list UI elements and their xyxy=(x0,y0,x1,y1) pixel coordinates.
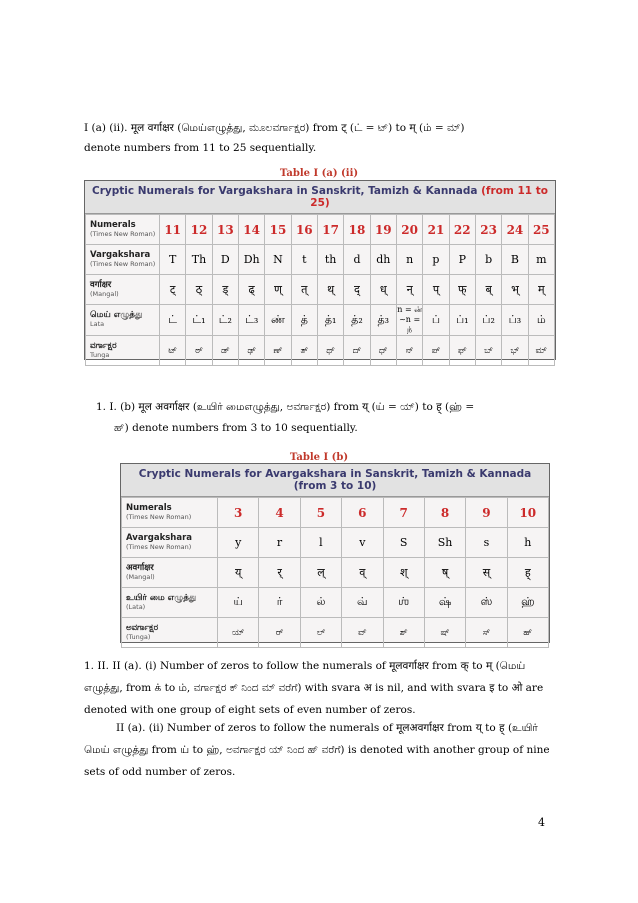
table-cell: 25 xyxy=(528,215,554,245)
table-cell: த் xyxy=(291,305,317,336)
table-cell: ढ् xyxy=(238,275,264,305)
table-cell: ம் xyxy=(528,305,554,336)
table-cell: 22 xyxy=(449,215,475,245)
table-cell: स् xyxy=(466,558,507,588)
table-cell: th xyxy=(317,245,343,275)
table1-row xyxy=(86,215,555,245)
table-cell: ब् xyxy=(475,275,501,305)
table-cell: Sh xyxy=(424,528,465,558)
table-cell: b xyxy=(475,245,501,275)
table-cell: ल् xyxy=(300,558,341,588)
table-cell: d xyxy=(344,245,370,275)
table-cell: ட் xyxy=(160,305,186,336)
table-cell: ಲ್ xyxy=(300,618,341,648)
table-cell: ப்₂ xyxy=(475,305,501,336)
table-cell: 19 xyxy=(370,215,396,245)
row-label-font: (Tunga) xyxy=(126,632,151,641)
table-cell: t xyxy=(291,245,317,275)
table-cell: r xyxy=(259,528,300,558)
table-cell: ह् xyxy=(507,558,548,588)
table-cell: ட்₂ xyxy=(212,305,238,336)
row-label-text: ವರ್ಗಾಕ್ಷರ xyxy=(90,340,117,351)
table-cell: B xyxy=(502,245,528,275)
table-cell: y xyxy=(218,528,259,558)
para1-line1-text: मूल वर्गाक्षर (மெய்எழுத்து, ಮೂಲವರ್ಗಾಕ್ಷರ) from ट् (ட் = ಟ್) to म् (ம் = ಮ್) xyxy=(130,122,465,134)
table-cell: ಡ್ xyxy=(212,336,238,366)
row-label-text: अवर्गाक्षर xyxy=(126,562,154,573)
table-cell: D xyxy=(212,245,238,275)
row-label-text: Numerals xyxy=(90,219,136,230)
table1-caption: Table I (a) (ii) xyxy=(279,168,359,179)
table-cell: ப்₃ xyxy=(502,305,528,336)
table-cell: ध् xyxy=(370,275,396,305)
table-cell: l xyxy=(300,528,341,558)
table2-row xyxy=(122,558,549,588)
table-vargakshara xyxy=(84,180,556,360)
table-cell: ಢ್ xyxy=(238,336,264,366)
table1-row xyxy=(86,305,555,336)
table-cell: ப் xyxy=(423,305,449,336)
section-zeros-vargakshara: 1. II. II (a). (i) Number of zeros to follow the numerals of मूलवर्गाक्षर from क् to म् (மெய் எழுத்து, from க் to ம், ವರ್ಗಾಕ್ಷರ ಕ್ ನಿಂದ ಮ್ ವರೆಗೆ) with svara अ is nil, and with svara इ to ओ are denoted with one group of eight sets of even number of zeros. xyxy=(84,660,544,716)
table-cell: h xyxy=(507,528,548,558)
table-cell: த்₃ xyxy=(370,305,396,336)
para1-line2: denote numbers from 11 to 25 sequentially. xyxy=(84,142,317,154)
table-cell: ப்₁ xyxy=(449,305,475,336)
table-cell: ड् xyxy=(212,275,238,305)
table-cell: 18 xyxy=(344,215,370,245)
row-label-text: உயிர் மை எழுத்து xyxy=(126,592,197,603)
row-label xyxy=(122,528,218,558)
row-label xyxy=(122,558,218,588)
row-label xyxy=(122,618,218,648)
table-cell: ವ್ xyxy=(342,618,383,648)
table-cell: N xyxy=(265,245,291,275)
row-label-text: वर्गाक्षर xyxy=(90,279,112,290)
table-cell: 15 xyxy=(265,215,291,245)
para2-line2: ಹ್) denote numbers from 3 to 10 sequentially. xyxy=(114,422,358,434)
table-cell: 7 xyxy=(383,498,424,528)
row-label-font: Lata xyxy=(90,320,105,328)
table-cell: m xyxy=(528,245,554,275)
table-cell: 23 xyxy=(475,215,501,245)
table-cell: ಸ್ xyxy=(466,618,507,648)
table-cell: 11 xyxy=(160,215,186,245)
table-cell: ಫ್ xyxy=(449,336,475,366)
table-cell: dh xyxy=(370,245,396,275)
table-cell: வ் xyxy=(342,588,383,618)
section-zeros-avargakshara: II (a). (ii) Number of zeros to follow the numerals of मूलअवर्गाक्षर from य् to ह् (உயிர் மெய் எழுத்து from ய் to ஹ், ಅವರ್ಗಾಕ್ಷರ ಯ್ ನಿಂದ ಹ್ ವರೆಗೆ) is denoted with another group of nine sets of odd number of zeros. xyxy=(84,722,550,778)
table-cell: S xyxy=(383,528,424,558)
paragraph-avargakshara xyxy=(96,397,548,439)
row-label-font: (Lata) xyxy=(126,602,146,611)
table-cell: ஷ் xyxy=(424,588,465,618)
row-label xyxy=(86,245,160,275)
row-label-font: (Mangal) xyxy=(90,289,119,298)
row-label-text: Avargakshara xyxy=(126,532,192,543)
table-cell: 13 xyxy=(212,215,238,245)
table-cell: ண் xyxy=(265,305,291,336)
table-cell: 14 xyxy=(238,215,264,245)
table-cell: ठ् xyxy=(186,275,212,305)
paragraph-vargakshara xyxy=(84,118,554,158)
table-cell: ಪ್ xyxy=(423,336,449,366)
table2-row xyxy=(122,588,549,618)
table-cell: द् xyxy=(344,275,370,305)
table-cell: ர் xyxy=(259,588,300,618)
para1-line1 xyxy=(84,118,554,138)
table-cell: 16 xyxy=(291,215,317,245)
table-cell: ட்₃ xyxy=(238,305,264,336)
row-label-font: Tunga xyxy=(90,350,110,359)
table-avargakshara xyxy=(120,463,550,643)
table-cell: 9 xyxy=(466,498,507,528)
row-label-font: (Times New Roman) xyxy=(126,542,192,551)
row-label xyxy=(86,336,160,366)
table2-row xyxy=(122,618,549,648)
row-label xyxy=(122,498,218,528)
table-cell: म् xyxy=(528,275,554,305)
table-cell: ಥ್ xyxy=(317,336,343,366)
table-cell: Th xyxy=(186,245,212,275)
row-label-text: ಅವರ್ಗಾಕ್ಷರ xyxy=(126,622,159,633)
row-label-font: (Times New Roman) xyxy=(90,259,156,268)
table-cell: ರ್ xyxy=(259,618,300,648)
table-cell: ಷ್ xyxy=(424,618,465,648)
table-cell: Dh xyxy=(238,245,264,275)
table-cell: ष् xyxy=(424,558,465,588)
row-label xyxy=(122,588,218,618)
table-cell: न् xyxy=(396,275,422,305)
table2-title-range: (from 3 to 10) xyxy=(293,480,377,492)
table1-row xyxy=(86,245,555,275)
table-cell: 20 xyxy=(396,215,422,245)
table-cell: T xyxy=(160,245,186,275)
table-cell: s xyxy=(466,528,507,558)
table-cell: ಶ್ xyxy=(383,618,424,648)
table-cell: ய் xyxy=(218,588,259,618)
table-cell: 4 xyxy=(259,498,300,528)
table1-title-text: Cryptic Numerals for Vargakshara in Sanskrit, Tamizh & Kannada xyxy=(92,185,478,197)
table-cell: 21 xyxy=(423,215,449,245)
table-cell: प् xyxy=(423,275,449,305)
row-label-text: மெய் எழுத்து xyxy=(90,310,143,320)
table1-grid xyxy=(85,214,555,366)
table-cell: த்₁ xyxy=(317,305,343,336)
table-cell: ல் xyxy=(300,588,341,618)
table-cell: v xyxy=(342,528,383,558)
table-cell: 6 xyxy=(342,498,383,528)
table-cell: p xyxy=(423,245,449,275)
table-cell: த்₂ xyxy=(344,305,370,336)
table2-title-text: Cryptic Numerals for Avargakshara in Sanskrit, Tamizh & Kannada xyxy=(138,468,532,480)
table-cell: थ् xyxy=(317,275,343,305)
row-label xyxy=(86,215,160,245)
row-label-text: Vargakshara xyxy=(90,249,151,260)
table-cell: फ् xyxy=(449,275,475,305)
table-cell: ತ್ xyxy=(291,336,317,366)
row-label xyxy=(86,275,160,305)
table-cell: श् xyxy=(383,558,424,588)
row-label-font: (Times New Roman) xyxy=(90,229,156,238)
row-label-font: (Mangal) xyxy=(126,572,155,581)
table-cell: ஸ் xyxy=(466,588,507,618)
table-cell: ஹ் xyxy=(507,588,548,618)
table-cell: ಠ್ xyxy=(186,336,212,366)
table-cell: ஶ் xyxy=(383,588,424,618)
table-cell: 24 xyxy=(502,215,528,245)
table-cell: ಣ್ xyxy=(265,336,291,366)
table2-row xyxy=(122,528,549,558)
row-label-font: (Times New Roman) xyxy=(126,512,192,521)
para1-label: I (a) (ii). xyxy=(84,122,128,134)
table-cell: र् xyxy=(259,558,300,588)
table-cell: ट् xyxy=(160,275,186,305)
table-cell: ಟ್ xyxy=(160,336,186,366)
table-cell: 3 xyxy=(218,498,259,528)
table-cell: ण् xyxy=(265,275,291,305)
table-cell: 17 xyxy=(317,215,343,245)
table1-title-range: (from 11 to 25) xyxy=(310,185,548,209)
table-cell: ಹ್ xyxy=(507,618,548,648)
table-cell: ಯ್ xyxy=(218,618,259,648)
table1-row xyxy=(86,336,555,366)
table-cell: 12 xyxy=(186,215,212,245)
table1-row xyxy=(86,275,555,305)
table-cell: व् xyxy=(342,558,383,588)
table-cell: भ् xyxy=(502,275,528,305)
table2-title xyxy=(121,464,549,497)
table-cell: P xyxy=(449,245,475,275)
table-cell: 10 xyxy=(507,498,548,528)
table-cell: य् xyxy=(218,558,259,588)
table-cell: ಮ್ xyxy=(528,336,554,366)
table-cell: n xyxy=(396,245,422,275)
table-cell: n = ன் ~n = ந் xyxy=(397,305,422,334)
row-label xyxy=(86,305,160,336)
page-number: 4 xyxy=(538,816,545,829)
table-cell: त् xyxy=(291,275,317,305)
table-cell: ದ್ xyxy=(344,336,370,366)
table-cell: ಬ್ xyxy=(475,336,501,366)
table-cell: 8 xyxy=(424,498,465,528)
table2-caption: Table I (b) xyxy=(289,452,349,463)
row-label-text: Numerals xyxy=(126,502,172,513)
table-cell: ಧ್ xyxy=(370,336,396,366)
table2-grid xyxy=(121,497,549,648)
table1-title xyxy=(85,181,555,214)
table2-row xyxy=(122,498,549,528)
table-cell: ನ್ xyxy=(396,336,422,366)
table-cell: ಭ್ xyxy=(502,336,528,366)
para2-line1: 1. I. (b) मूल अवर्गाक्षर (உயிர் மைஎழுத்து, ಅವರ್ಗಾಕ್ಷರ) from य् (ய் = ಯ್) to ह् (ஹ் = xyxy=(96,401,475,413)
table-cell: 5 xyxy=(300,498,341,528)
table-cell: ட்₁ xyxy=(186,305,212,336)
